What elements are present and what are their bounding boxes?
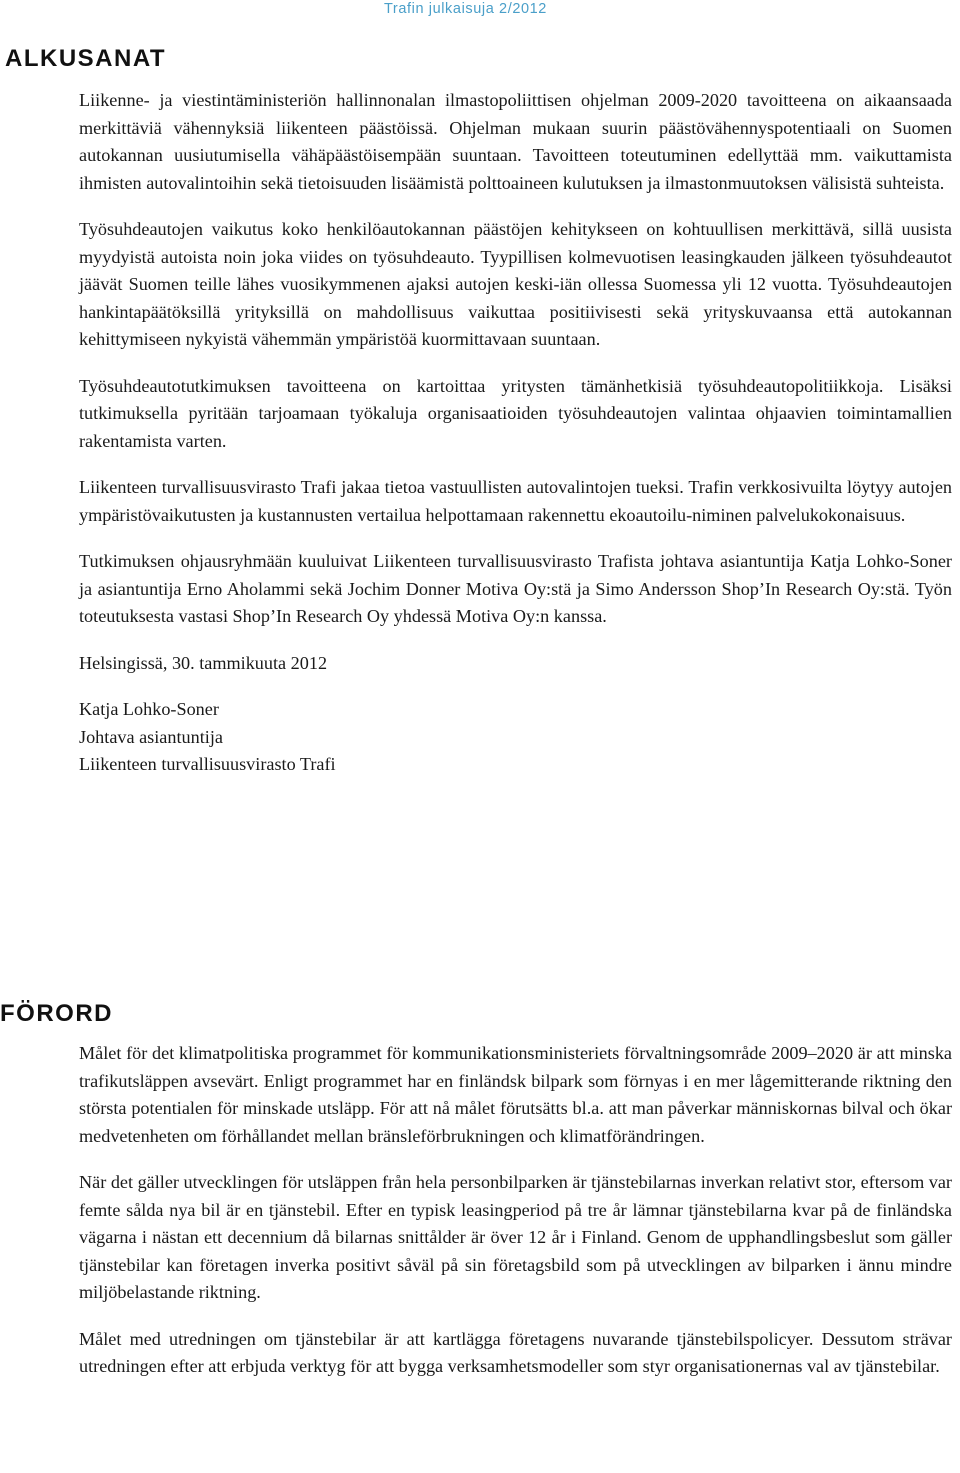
running-header: Trafin julkaisuja 2/2012 (384, 1, 547, 17)
section-title-forord: FÖRORD (0, 1000, 113, 1027)
signature-organization: Liikenteen turvallisuusvirasto Trafi (79, 754, 336, 774)
signature-block (79, 696, 952, 779)
paragraph: När det gäller utvecklingen för utsläppen från hela personbilparken är tjänstebilarnas inverkan relativt stor, eftersom var femte sålda nya bil är en tjänstebil. Efter en typisk leasingperiod på tre år lämnar tjänstebilarna kvar på de finländska vägarna i nästan ett decennium då bilarnas snittålder är över 12 år i Finland. Genom de upphandlingsbeslut som gäller tjänstebilar kan företagen inverka positivt såväl på sin företagsbild som på utvecklingen av bilparken i ännu mindre miljöbelastande riktning. (79, 1172, 952, 1302)
place-date: Helsingissä, 30. tammikuuta 2012 (79, 652, 328, 673)
signature-name: Katja Lohko-Soner (79, 699, 219, 719)
signature-role: Johtava asiantuntija (79, 726, 223, 747)
section-title-alkusanat: ALKUSANAT (5, 45, 167, 72)
paragraph: Työsuhdeautotutkimuksen tavoitteena on kartoittaa yritysten tämänhetkisiä työsuhdeautopolitiikkoja. Lisäksi tutkimuksella pyritään tarjoamaan työkaluja organisaatioiden työsuhdeautojen valintaa ohjaavien toimintamallien rakentamista varten. (79, 375, 952, 451)
paragraph: Målet för det klimatpolitiska programmet för kommunikationsministeriets förvaltningsområde 2009–2020 är att minska trafikutsläppen avsevärt. Enligt programmet har en finländsk bilpark som förnyas i en mer lågemitterande riktning den största potentialen för minskade utsläpp. För att nå målet förutsätts bl.a. att man påverkar människornas bilval och ökar medvetenheten om förhållandet mellan bränsleförbrukningen och klimatförändringen. (79, 1043, 952, 1146)
paragraph: Liikenteen turvallisuusvirasto Trafi jakaa tietoa vastuullisten autovalintojen tueksi. Trafin verkkosivuilta löytyy autojen ympäristövaikutusten ja kustannusten vertailua helpottamaan rakennettu ekoautoilu-niminen palvelukokonaisuus. (79, 477, 952, 525)
paragraph: Liikenne- ja viestintäministeriön hallinnonalan ilmastopoliittisen ohjelman 2009-2020 tavoitteena on aikaansaada merkittäviä vähennyksiä liikenteen päästöissä. Ohjelman mukaan suurin päästövähennyspotentiaali on Suomen autokannan uusiutumisella vähäpäästöisempään suuntaan. Tavoitteen toteutuminen edellyttää mm. vaikuttamista ihmisten autovalintoihin sekä tietoisuuden lisäämistä polttoaineen kulutuksen ja ilmastonmuutoksen välisistä suhteista. (79, 90, 952, 193)
paragraph: Työsuhdeautojen vaikutus koko henkilöautokannan päästöjen kehitykseen on kohtuullisen merkittävä, sillä uusista myydyistä autoista noin joka viides on työsuhdeauto. Tyypillisen kolmevuotisen leasingkauden jälkeen työsuhdeautot jäävät Suomen teille lähes vuosikymmenen ajaksi autojen keski-iän ollessa Suomessa yli 12 vuotta. Työsuhdeautojen hankintapäätöksillä yrityksillä on mahdollisuus vaikuttaa positiivisesti sekä yrityskuvaansa että autokannan kehittymiseen nykyistä vähemmän ympäristöä kuormittavaan suuntaan. (79, 219, 952, 349)
paragraph: Tutkimuksen ohjausryhmään kuuluivat Liikenteen turvallisuusvirasto Trafista johtava asiantuntija Katja Lohko-Soner ja asiantuntija Erno Aholammi sekä Jochim Donner Motiva Oy:stä ja Simo Andersson Shop’In Research Oy:stä. Työn toteutuksesta vastasi Shop’In Research Oy yhdessä Motiva Oy:n kanssa. (79, 551, 952, 626)
paragraph: Målet med utredningen om tjänstebilar är att kartlägga företagens nuvarande tjänstebilspolicyer. Dessutom strävar utredningen efter att erbjuda verktyg för att bygga verksamhetsmodeller som styr organisationernas val av tjänstebilar. (79, 1328, 952, 1376)
swedish-body (79, 1040, 952, 1400)
finnish-body (79, 87, 952, 779)
